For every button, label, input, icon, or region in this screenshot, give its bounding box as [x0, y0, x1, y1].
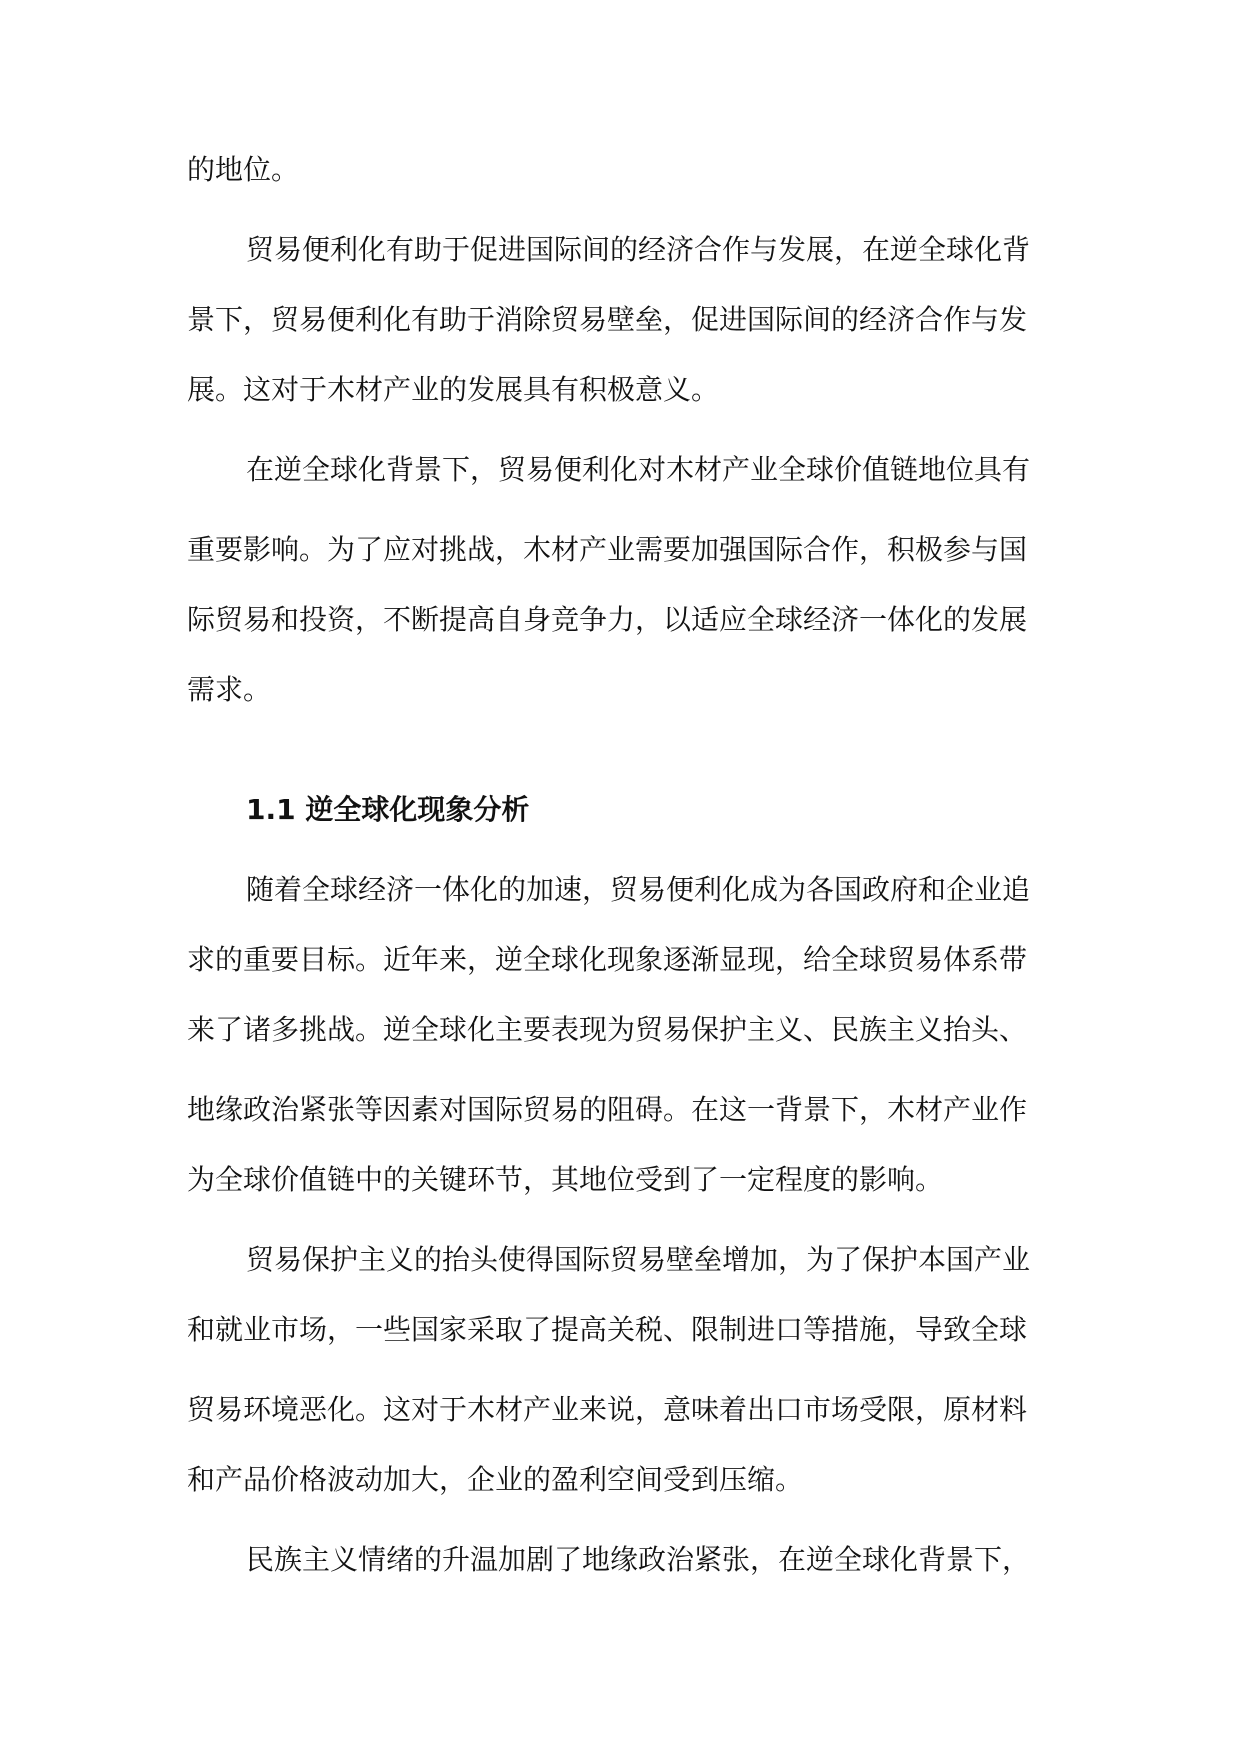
paragraph-impact-line-4	[0, 670, 1241, 710]
paragraph-trade-facilitation-line-1	[0, 230, 1241, 270]
text-line: 的地位。	[187, 153, 300, 186]
section-heading-row	[0, 790, 1241, 830]
text-line: 地缘政治紧张等因素对国际贸易的阻碍。在这一背景下，木材产业作	[187, 1093, 1028, 1126]
paragraph-analysis-line-5	[0, 1160, 1241, 1200]
paragraph-impact-line-3	[0, 600, 1241, 640]
paragraph-protectionism-line-2	[0, 1310, 1241, 1350]
text-line: 在逆全球化背景下，贸易便利化对木材产业全球价值链地位具有	[246, 453, 1031, 486]
paragraph-impact-line-1	[0, 450, 1241, 490]
text-line: 贸易环境恶化。这对于木材产业来说，意味着出口市场受限，原材料	[187, 1393, 1028, 1426]
text-line: 求的重要目标。近年来，逆全球化现象逐渐显现，给全球贸易体系带	[187, 943, 1028, 976]
paragraph-trade-facilitation-line-2	[0, 300, 1241, 340]
text-line: 和就业市场，一些国家采取了提高关税、限制进口等措施，导致全球	[187, 1313, 1028, 1346]
text-line: 需求。	[187, 673, 272, 706]
paragraph-analysis-line-1	[0, 870, 1241, 910]
paragraph-protectionism-line-4	[0, 1460, 1241, 1500]
paragraph-protectionism-line-3	[0, 1390, 1241, 1430]
text-line: 为全球价值链中的关键环节，其地位受到了一定程度的影响。	[187, 1163, 944, 1196]
text-line: 贸易保护主义的抬头使得国际贸易壁垒增加，为了保护本国产业	[246, 1243, 1031, 1276]
paragraph-nationalism-line-1	[0, 1540, 1241, 1580]
paragraph-analysis-line-2	[0, 940, 1241, 980]
text-line: 展。这对于木材产业的发展具有积极意义。	[187, 373, 720, 406]
section-heading: 1.1 逆全球化现象分析	[246, 793, 530, 826]
text-line: 来了诸多挑战。逆全球化主要表现为贸易保护主义、民族主义抬头、	[187, 1013, 1028, 1046]
paragraph-analysis-line-3	[0, 1010, 1241, 1050]
text-line: 景下，贸易便利化有助于消除贸易壁垒，促进国际间的经济合作与发	[187, 303, 1028, 336]
paragraph-trade-facilitation-line-3	[0, 370, 1241, 410]
text-line: 际贸易和投资，不断提高自身竞争力，以适应全球经济一体化的发展	[187, 603, 1028, 636]
paragraph-analysis-line-4	[0, 1090, 1241, 1130]
text-line: 贸易便利化有助于促进国际间的经济合作与发展，在逆全球化背	[246, 233, 1031, 266]
paragraph-impact-line-2	[0, 530, 1241, 570]
text-line: 随着全球经济一体化的加速，贸易便利化成为各国政府和企业追	[246, 873, 1031, 906]
paragraph-protectionism-line-1	[0, 1240, 1241, 1280]
text-line: 和产品价格波动加大，企业的盈利空间受到压缩。	[187, 1463, 804, 1496]
text-line: 重要影响。为了应对挑战，木材产业需要加强国际合作，积极参与国	[187, 533, 1028, 566]
text-line: 民族主义情绪的升温加剧了地缘政治紧张，在逆全球化背景下，	[246, 1543, 1031, 1576]
paragraph-continuation	[0, 150, 1241, 190]
